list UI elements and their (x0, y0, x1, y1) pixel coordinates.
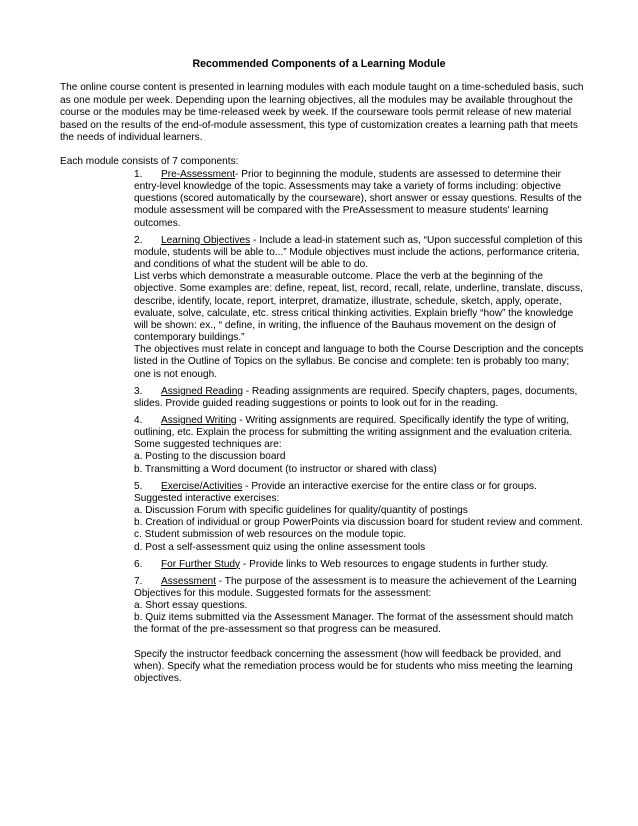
component-item: 1. Pre-Assessment- Prior to beginning the module, students are assessed to determine their entry-level knowledge of the topic. Assessments may take a variety of forms including: objective questions (scored automatically by the courseware), short answer or essay questions. Results of the module assessment will be compared with the PreAssessment to measure students' learning outcomes. (134, 169, 582, 229)
component-detail: a. Posting to the discussion board (134, 451, 286, 463)
component-text: Writing assignments are required. Specifically identify the type of writing, outlining, etc. Explain the process for submitting the writing assignment and the evaluation criteria. Some suggested techniques are: (134, 414, 573, 451)
component-number: 3. (134, 385, 143, 397)
component-name: Assigned Reading (161, 385, 243, 397)
component-text: The purpose of the assessment is to measure the achievement of the Learning Objectives for this module. Suggested formats for the assessment: (134, 575, 577, 599)
component-name: Assigned Writing (161, 414, 237, 426)
component-item: 2. Learning Objectives - Include a lead-in statement such as, “Upon successful completion of this module, students will be able to...” Module objectives must include the actions, performance criteria, and conditions of what the student will be able to do. (134, 234, 583, 271)
component-number: 6. (134, 558, 143, 570)
page-title: Recommended Components of a Learning Module (192, 58, 446, 70)
component-number: 7. (134, 575, 143, 587)
component-text: Prior to beginning the module, students are assessed to determine their entry-level knowledge of the topic. Assessments may take a variety of forms including: objective questions (scored automatically by the courseware), short answer or essay questions. Results of the module assessment will be compared with the PreAssessment to measure students' learning outcomes. (134, 169, 582, 229)
component-number: 1. (134, 169, 143, 180)
component-text: Provide links to Web resources to engage students in further study. (249, 558, 549, 570)
component-name: Exercise/Activities (161, 480, 243, 492)
component-name: Assessment (161, 575, 216, 587)
component-item: 4. Assigned Writing - Writing assignments are required. Specifically identify the type of writing, outlining, etc. Explain the process for submitting the writing assignment and the evaluation criteria. Some suggested techniques are: (134, 414, 573, 451)
component-detail: a. Discussion Forum with specific guidelines for quality/quantity of postings (134, 505, 468, 517)
component-detail: List verbs which demonstrate a measurable outcome. Place the verb at the beginning of the objective. Some examples are: define, repeat, list, record, recall, relate, underline, translate, discuss, describe, identify, locate, report, interpret, dramatize, illustrate, schedule, sketch, apply, operate, evaluate, solve, calculate, etc. stress critical thinking activities. Explain briefly “how” the knowledge will be shown: ex., “ define, in writing, the influence of the Bauhaus movement on the design of contemporary buildings.” (134, 271, 583, 344)
component-item: 6. For Further Study - Provide links to Web resources to engage students in further study. (134, 558, 549, 570)
component-name: Pre-Assessment (161, 169, 236, 180)
component-number: 2. (134, 234, 143, 246)
components-list (134, 169, 584, 685)
component-item: 7. Assessment - The purpose of the assessment is to measure the achievement of the Learning Objectives for this module. Suggested formats for the assessment: (134, 575, 577, 599)
component-text: Reading assignments are required. Specify chapters, pages, documents, slides. Provide guided reading suggestions or points to look out for in the reading. (134, 385, 578, 409)
intro-paragraph: The online course content is presented in learning modules with each module taught on a time-scheduled basis, such as one module per week. Depending upon the learning objectives, all the modules may be available throughout the course or the modules may be time-released week by week. If the courseware tools permit release of new material based on the results of the end-of-module assessment, this type of customization creates a learning path that meets the needs of individual learners. (60, 82, 584, 143)
component-name: For Further Study (161, 558, 241, 570)
component-item: 5. Exercise/Activities - Provide an interactive exercise for the entire class or for groups. Suggested interactive exercises: (134, 480, 537, 504)
component-name: Learning Objectives (161, 234, 251, 246)
component-detail: b. Transmitting a Word document (to instructor or shared with class) (134, 463, 437, 475)
component-number: 5. (134, 480, 143, 492)
component-detail: b. Quiz items submitted via the Assessment Manager. The format of the assessment should match the format of the pre-assessment so that progress can be measured. (134, 612, 574, 636)
component-text: Provide an interactive exercise for the entire class or for groups. Suggested interactive exercises: (134, 480, 537, 504)
component-item: 3. Assigned Reading - Reading assignments are required. Specify chapters, pages, documents, slides. Provide guided reading suggestions or points to look out for in the reading. (134, 385, 578, 409)
component-detail: The objectives must relate in concept and language to both the Course Description and the concepts listed in the Outline of Topics on the syllabus. Be concise and complete: ten is probably too many; one is not enough. (134, 344, 584, 380)
component-text: Include a lead-in statement such as, “Upon successful completion of this module, students will be able to...” Module objectives must include the actions, performance criteria, and conditions of what the student will be able to do. (134, 234, 583, 271)
components-lead: Each module consists of 7 components: (60, 156, 239, 167)
component-detail: d. Post a self-assessment quiz using the online assessment tools (134, 541, 426, 553)
component-detail: a. Short essay questions. (134, 600, 248, 612)
component-number: 4. (134, 414, 143, 426)
component-detail: b. Creation of individual or group PowerPoints via discussion board for student review and comment. (134, 517, 583, 529)
closing-paragraph: Specify the instructor feedback concerning the assessment (how will feedback be provided, and when). Specify what the remediation process would be for students who miss meeting the learning objectives. (134, 648, 573, 684)
component-detail: c. Student submission of web resources on the module topic. (134, 529, 407, 541)
